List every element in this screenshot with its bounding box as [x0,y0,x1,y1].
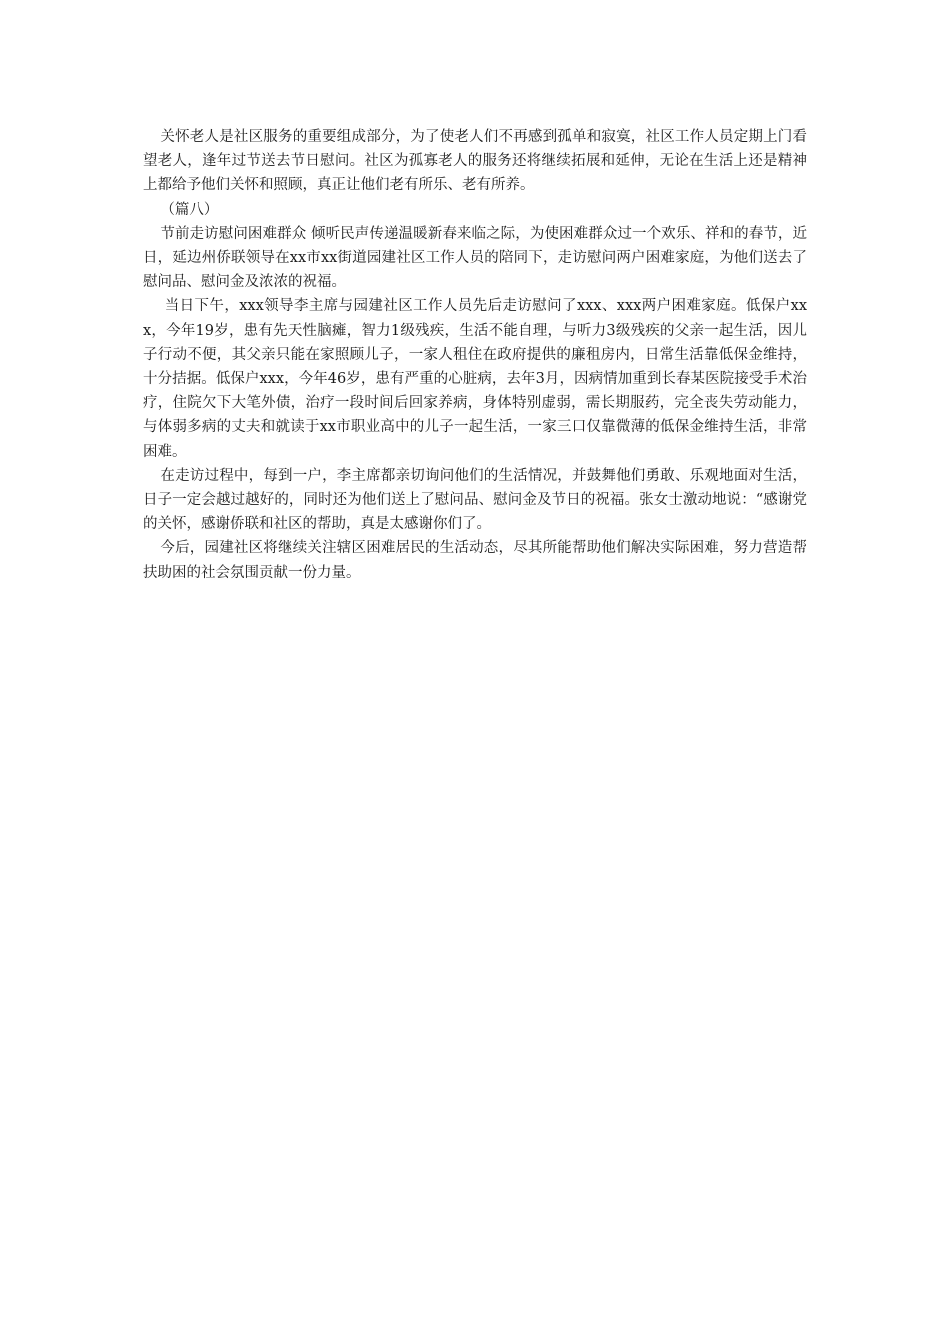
document-body [143,125,807,585]
paragraph-festival-visit: 节前走访慰问困难群众 倾听民声传递温暖新春来临之际，为使困难群众过一个欢乐、祥和的春节，近日，延边州侨联领导在xx市xx街道园建社区工作人员的陪同下，走访慰问两户困难家庭，为他们送去了慰问品、慰问金及浓浓的祝福。 [143,225,807,291]
paragraph-afternoon-visit: 当日下午，xxx领导李主席与园建社区工作人员先后走访慰问了xxx、xxx两户困难家庭。低保户xxx，今年19岁，患有先天性脑瘫，智力1级残疾，生活不能自理，与听力3级残疾的父亲一起生活，因儿子行动不便，其父亲只能在家照顾儿子，一家人租住在政府提供的廉租房内，日常生活靠低保金维持，十分拮据。低保户xxx，今年46岁，患有严重的心脏病，去年3月，因病情加重到长春某医院接受手术治疗，住院欠下大笔外债，治疗一段时间后回家养病，身体特别虚弱，需长期服药，完全丧失劳动能力，与体弱多病的丈夫和就读于xx市职业高中的儿子一起生活，一家三口仅靠微薄的低保金维持生活，非常困难。 [143,298,807,460]
paragraph-future-plan: 今后，园建社区将继续关注辖区困难居民的生活动态，尽其所能帮助他们解决实际困难，努力营造帮扶助困的社会氛围贡献一份力量。 [143,540,807,581]
paragraph-elderly-care: 关怀老人是社区服务的重要组成部分，为了使老人们不再感到孤单和寂寞，社区工作人员定期上门看望老人，逢年过节送去节日慰问。社区为孤寡老人的服务还将继续拓展和延伸，无论在生活上还是精神上都给予他们关怀和照顾，真正让他们老有所乐、老有所养。 [143,129,807,194]
paragraph-visit-process: 在走访过程中，每到一户，李主席都亲切询问他们的生活情况，并鼓舞他们勇敢、乐观地面对生活，日子一定会越过越好的，同时还为他们送上了慰问品、慰问金及节日的祝福。张女士激动地说：“感谢党的关怀，感谢侨联和社区的帮助，真是太感谢你们了。 [143,467,807,533]
section-heading-part-eight: （篇八） [160,201,219,218]
